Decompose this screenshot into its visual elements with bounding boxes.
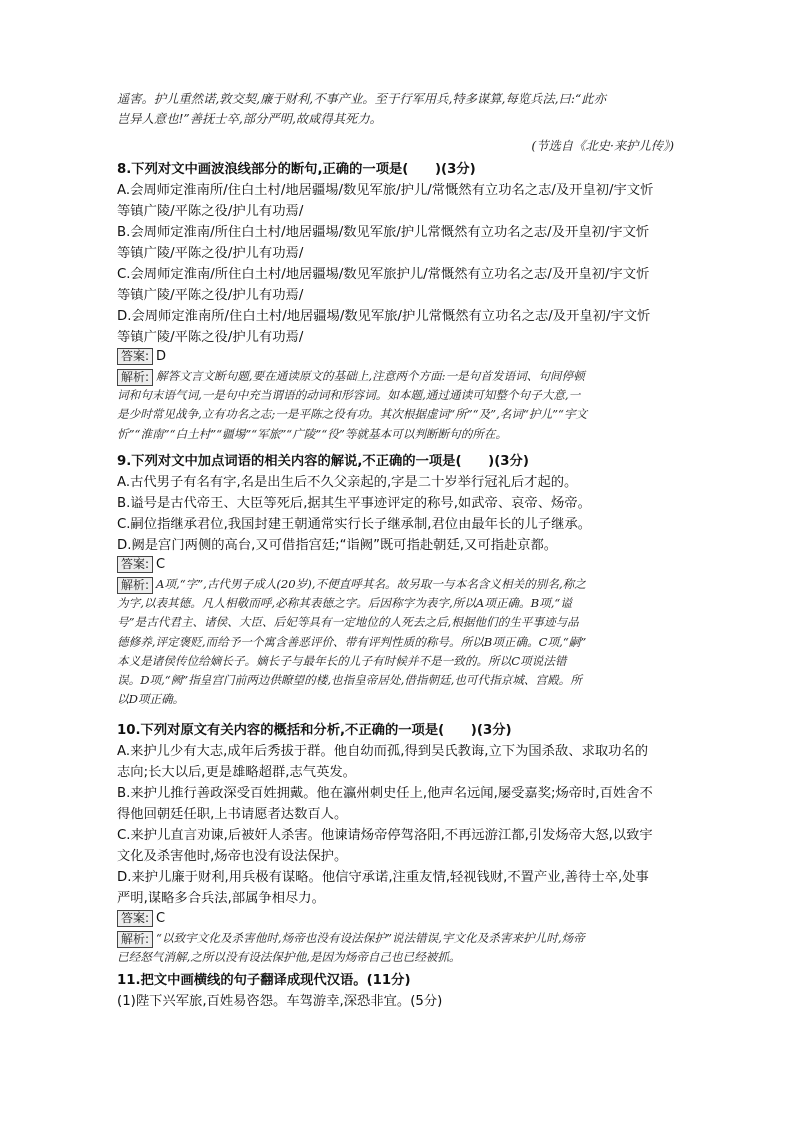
question-9	[117, 451, 677, 556]
option-line: (1)陛下兴军旅,百姓易咨怨。车驾游幸,深恐非宜。(5分)	[117, 994, 443, 1009]
explanation-line: A项,“字”,古代男子成人(20岁),不便直呼其名。故另取一与本名含义相关的别名,称之	[156, 577, 586, 591]
option-line: B.会周师定淮南/所住白土村/地居疆埸/数见军旅/护儿常慨然有立功名之志/及开皇初/宇文忻	[117, 225, 650, 240]
option-line: A.会周师定淮南所/住白土村/地居疆埸/数见军旅/护儿/常慨然有立功名之志/及开皇初/宇文忻	[117, 183, 654, 198]
answer-label: 答案:	[117, 556, 153, 573]
answer-label: 答案:	[117, 348, 153, 365]
option-line: 等镇广陵/平陈之役/护儿有功焉/	[117, 246, 304, 261]
question-stem: 10.下列对原文有关内容的概括和分析,不正确的一项是( )(3分)	[117, 723, 512, 738]
option-line: A.来护儿少有大志,成年后秀拔于群。他自幼而孤,得到吴氏教诲,立下为国杀敌、求取功名的	[117, 744, 649, 759]
explanation-9	[117, 575, 677, 709]
option-line: A.古代男子有名有字,名是出生后不久父亲起的,字是二十岁举行冠礼后才起的。	[117, 475, 578, 490]
answer-value: C	[156, 911, 166, 926]
answer-value: C	[156, 557, 166, 572]
option-line: B.谥号是古代帝王、大臣等死后,据其生平事迹评定的称号,如武帝、哀帝、炀帝。	[117, 496, 591, 511]
explanation-line: 忻”“淮南”“白土村”“疆埸”“军旅”“广陵”“役”等就基本可以判断断句的所在。	[117, 426, 508, 441]
answer-10	[117, 910, 677, 927]
answer-label: 答案:	[117, 910, 153, 927]
question-stem: 9.下列对文中加点词语的相关内容的解说,不正确的一项是( )(3分)	[117, 454, 529, 469]
question-10	[117, 720, 677, 909]
explanation-line: 德修养,评定褒贬,而给予一个寓含善恶评价、带有评判性质的称号。所以B项正确。C项,“嗣”	[117, 634, 587, 649]
option-line: 等镇广陵/平陈之役/护儿有功焉/	[117, 204, 304, 219]
explanation-line: 以D项正确。	[117, 692, 185, 707]
question-stem: 11.把文中画横线的句子翻译成现代汉语。(11分)	[117, 973, 411, 988]
explain-label: 解析:	[117, 369, 153, 386]
explanation-10	[117, 929, 677, 967]
question-11	[117, 970, 677, 1012]
option-line: 志向;长大以后,更是雄略超群,志气英发。	[117, 765, 356, 780]
explanation-line: 误。D项,“阙”指皇宫门前两边供瞭望的楼,也指皇帝居处,借指朝廷,也可代指京城、宫殿。所	[117, 673, 582, 688]
explanation-line: 为字,以表其德。凡人相敬而呼,必称其表德之字。后因称字为表字,所以A项正确。B项,“谥	[117, 596, 572, 611]
explanation-8	[117, 367, 677, 444]
option-line: D.会周师定淮南所/住白土村/地居疆埸/数见军旅/护儿常慨然有立功名之志/及开皇初/宇文忻	[117, 309, 651, 324]
answer-value: D	[156, 349, 167, 364]
option-line: 等镇广陵/平陈之役/护儿有功焉/	[117, 330, 304, 345]
question-8	[117, 159, 677, 348]
option-line: 严明,谋略多合兵法,部属争相尽力。	[117, 891, 325, 906]
explanation-line: 词和句末语气词,一是句中充当谓语的动词和形容词。如本题,通过通读可知整个句子大意,一	[117, 388, 581, 403]
passage-line: 岂异人意也!”善抚士卒,部分严明,故咸得其死力。	[117, 111, 382, 126]
passage-excerpt	[117, 90, 677, 129]
explanation-line: 已经怒气消解,之所以没有设法保护他,是因为炀帝自己也已经被抓。	[117, 950, 461, 965]
option-line: 得他回朝廷任职,上书请愿者达数百人。	[117, 807, 348, 822]
passage-line: 遥害。护儿重然诺,敦交契,廉于财利,不事产业。至于行军用兵,特多谋算,每览兵法,曰:“此亦	[117, 92, 606, 106]
option-line: C.嗣位指继承君位,我国封建王朝通常实行长子继承制,君位由最年长的儿子继承。	[117, 517, 592, 532]
question-stem: 8.下列对文中画波浪线部分的断句,正确的一项是( )(3分)	[117, 162, 476, 177]
explanation-line: 号”是古代君主、诸侯、大臣、后妃等具有一定地位的人死去之后,根据他们的生平事迹与品	[117, 615, 579, 630]
option-line: D.来护儿廉于财利,用兵极有谋略。他信守承诺,注重友情,轻视钱财,不置产业,善待士卒,处事	[117, 870, 649, 885]
option-line: B.来护儿推行善政深受百姓拥戴。他在瀛州刺史任上,他声名远闻,屡受嘉奖;炀帝时,百姓舍不	[117, 786, 653, 801]
option-line: C.会周师定淮南/所住白土村/地居疆埸/数见军旅护儿/常慨然有立功名之志/及开皇初/宇文忻	[117, 267, 650, 282]
answer-9	[117, 556, 677, 573]
explanation-line: “以致宇文化及杀害他时,炀帝也没有设法保护”说法错误,宇文化及杀害来护儿时,炀帝	[156, 931, 585, 945]
option-line: 等镇广陵/平陈之役/护儿有功焉/	[117, 288, 304, 303]
explanation-line: 解答文言文断句题,要在通读原文的基础上,注意两个方面:一是句首发语词、句间停顿	[156, 369, 585, 383]
explanation-line: 本义是诸侯传位给嫡长子。嫡长子与最年长的儿子有时候并不是一致的。所以C项说法错	[117, 653, 567, 668]
answer-8	[117, 348, 677, 365]
option-line: C.来护儿直言劝谏,后被奸人杀害。他谏请炀帝停驾洛阳,不再远游江都,引发炀帝大怒,以致宇	[117, 828, 653, 843]
explain-label: 解析:	[117, 931, 153, 948]
explain-label: 解析:	[117, 577, 153, 594]
option-line: D.阙是宫门两侧的高台,又可借指宫廷;“诣阙”既可指赴朝廷,又可指赴京都。	[117, 538, 558, 553]
option-line: 文化及杀害他时,炀帝也没有设法保护。	[117, 849, 348, 864]
explanation-line: 是少时常见战争,立有功名之志;一是平陈之役有功。其次根据虚词“所”“及”,名词“护儿”“宇文	[117, 407, 588, 422]
passage-source: (节选自《北史·来护儿传》)	[531, 139, 674, 153]
